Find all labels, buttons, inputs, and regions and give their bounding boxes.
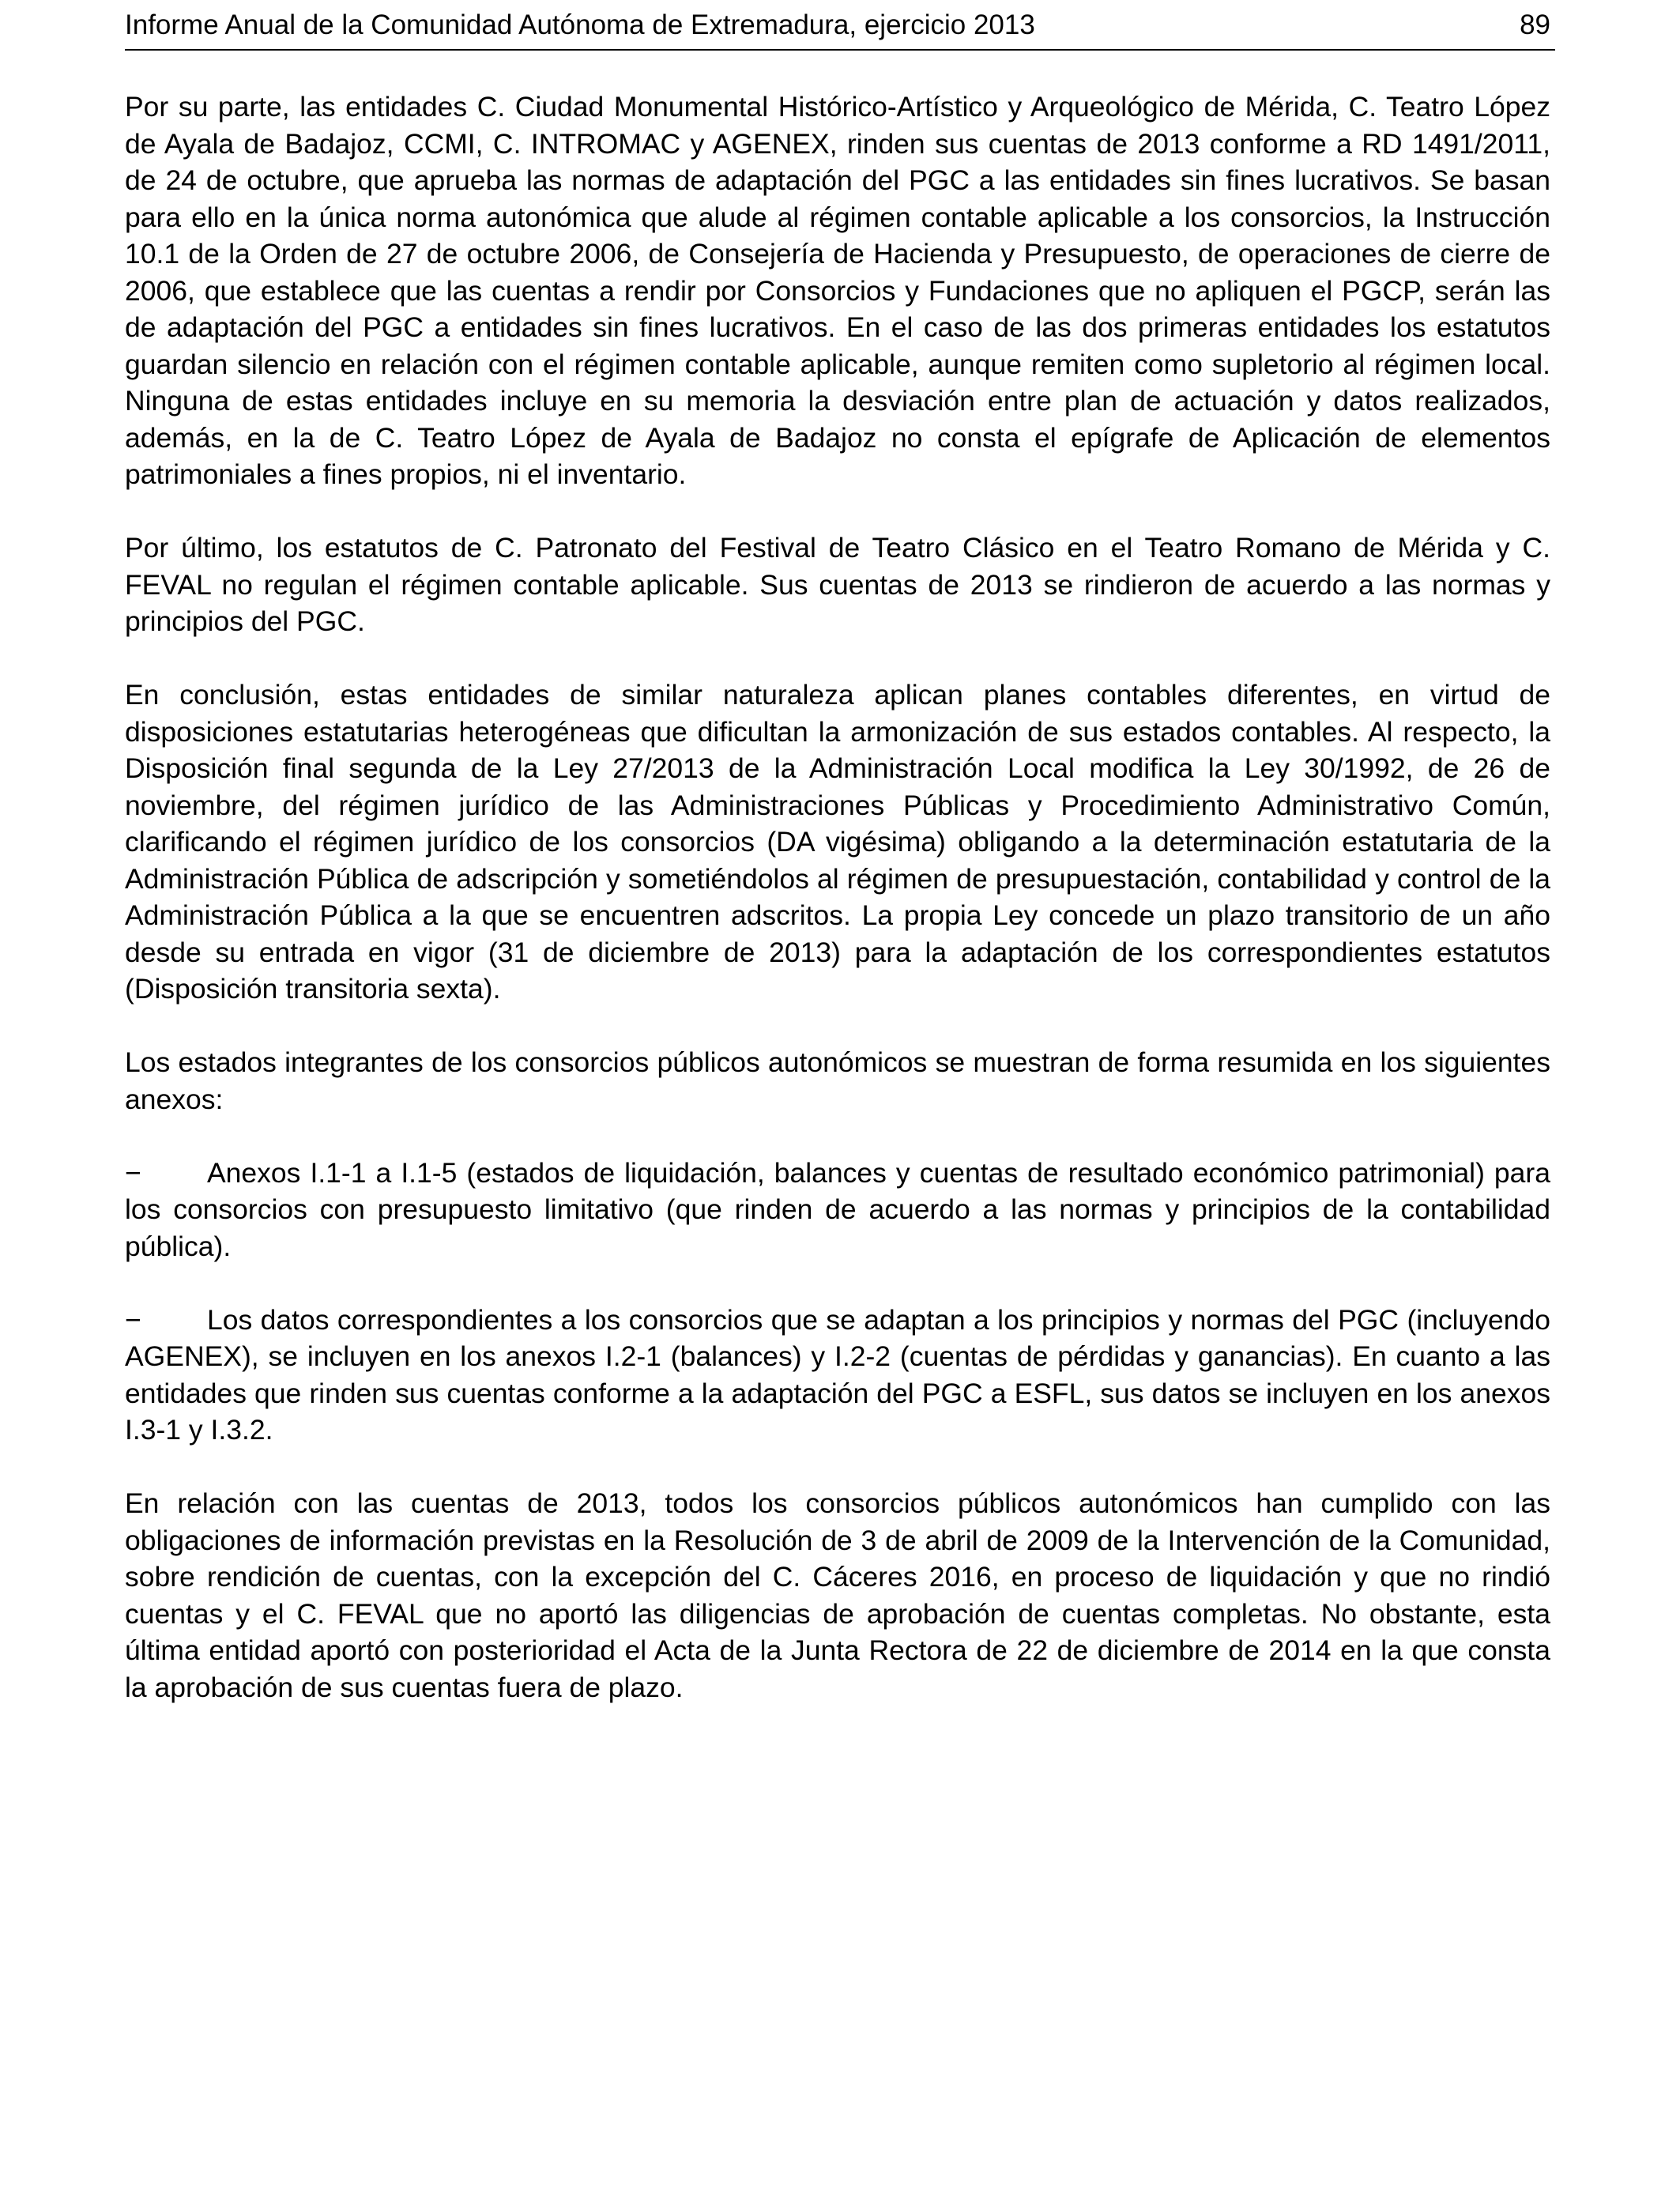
document-body (125, 89, 1550, 1743)
bullet-text: Los datos correspondientes a los consorcios que se adaptan a los principios y normas del PGC (incluyendo AGENEX), se incluyen en los anexos I.2-1 (balances) y I.2-2 (cuentas de pérdidas y ganancias). En cuanto a las entidades que rinden sus cuentas conforme a la adaptación del PGC a ESFL, sus datos se incluyen en los anexos I.3-1 y I.3.2. (125, 1303, 1550, 1446)
paragraph-conclusion: En conclusión, estas entidades de similar naturaleza aplican planes contables diferentes, en virtud de disposiciones estatutarias heterogéneas que dificultan la armonización de sus estados contables. Al respecto, la Disposición final segunda de la Ley 27/2013 de la Administración Local modifica la Ley 30/1992, de 26 de noviembre, del régimen jurídico de las Administraciones Públicas y Procedimiento Administrativo Común, clarificando el régimen jurídico de los consorcios (DA vigésima) obligando a la determinación estatutaria de la Administración Pública de adscripción y sometiéndolos al régimen de presupuestación, contabilidad y control de la Administración Pública a la que se encuentren adscritos. La propia Ley concede un plazo transitorio de un año desde su entrada en vigor (31 de diciembre de 2013) para la adaptación de los correspondientes estatutos (Disposición transitoria sexta). (125, 679, 1550, 1005)
paragraph-patronato-feval: Por último, los estatutos de C. Patronato del Festival de Teatro Clásico en el Teatro Romano de Mérida y C. FEVAL no regulan el régimen contable aplicable. Sus cuentas de 2013 se rindieron de acuerdo a las normas y principios del PGC. (125, 532, 1550, 637)
paragraph-regimen-esfl: Por su parte, las entidades C. Ciudad Monumental Histórico-Artístico y Arqueológico de Mérida, C. Teatro López de Ayala de Badajoz, CCMI, C. INTROMAC y AGENEX, rinden sus cuentas de 2013 conforme a RD 1491/2011, de 24 de octubre, que aprueba las normas de adaptación del PGC a las entidades sin fines lucrativos. Se basan para ello en la única norma autonómica que alude al régimen contable aplicable a los consorcios, la Instrucción 10.1 de la Orden de 27 de octubre 2006, de Consejería de Hacienda y Presupuesto, de operaciones de cierre de 2006, que establece que las cuentas a rendir por Consorcios y Fundaciones que no apliquen el PGCP, serán las de adaptación del PGC a entidades sin fines lucrativos. En el caso de las dos primeras entidades los estatutos guardan silencio en relación con el régimen contable aplicable, aunque remiten como supletorio al régimen local. Ninguna de estas entidades incluye en su memoria la desviación entre plan de actuación y datos realizados, además, en la de C. Teatro López de Ayala de Badajoz no consta el epígrafe de Aplicación de elementos patrimoniales a fines propios, ni el inventario. (125, 91, 1550, 490)
paragraph-anexos-intro: Los estados integrantes de los consorcios públicos autonómicos se muestran de forma resumida en los siguientes anexos: (125, 1046, 1550, 1115)
page-number: 89 (1520, 9, 1550, 40)
page-header (125, 8, 1555, 51)
header-title: Informe Anual de la Comunidad Autónoma de Extremadura, ejercicio 2013 (125, 9, 1035, 40)
list-item-anexos-presupuesto-limitativo (125, 1155, 1550, 1265)
paragraph-rendicion-cuentas: En relación con las cuentas de 2013, todos los consorcios públicos autonómicos han cumplido con las obligaciones de información previstas en la Resolución de 3 de abril de 2009 de la Intervención de la Comunidad, sobre rendición de cuentas, con la excepción del C. Cáceres 2016, en proceso de liquidación y que no rindió cuentas y el C. FEVAL que no aportó las diligencias de aprobación de cuentas completas. No obstante, esta última entidad aportó con posterioridad el Acta de la Junta Rectora de 22 de diciembre de 2014 en la que consta la aprobación de sus cuentas fuera de plazo. (125, 1487, 1550, 1703)
list-item-anexos-pgc (125, 1302, 1550, 1449)
bullet-dash: − (125, 1156, 141, 1189)
bullet-dash: − (125, 1303, 141, 1336)
bullet-text: Anexos I.1-1 a I.1-5 (estados de liquidación, balances y cuentas de resultado económico patrimonial) para los consorcios con presupuesto limitativo (que rinden de acuerdo a las normas y principios de la contabilidad pública). (125, 1156, 1550, 1262)
